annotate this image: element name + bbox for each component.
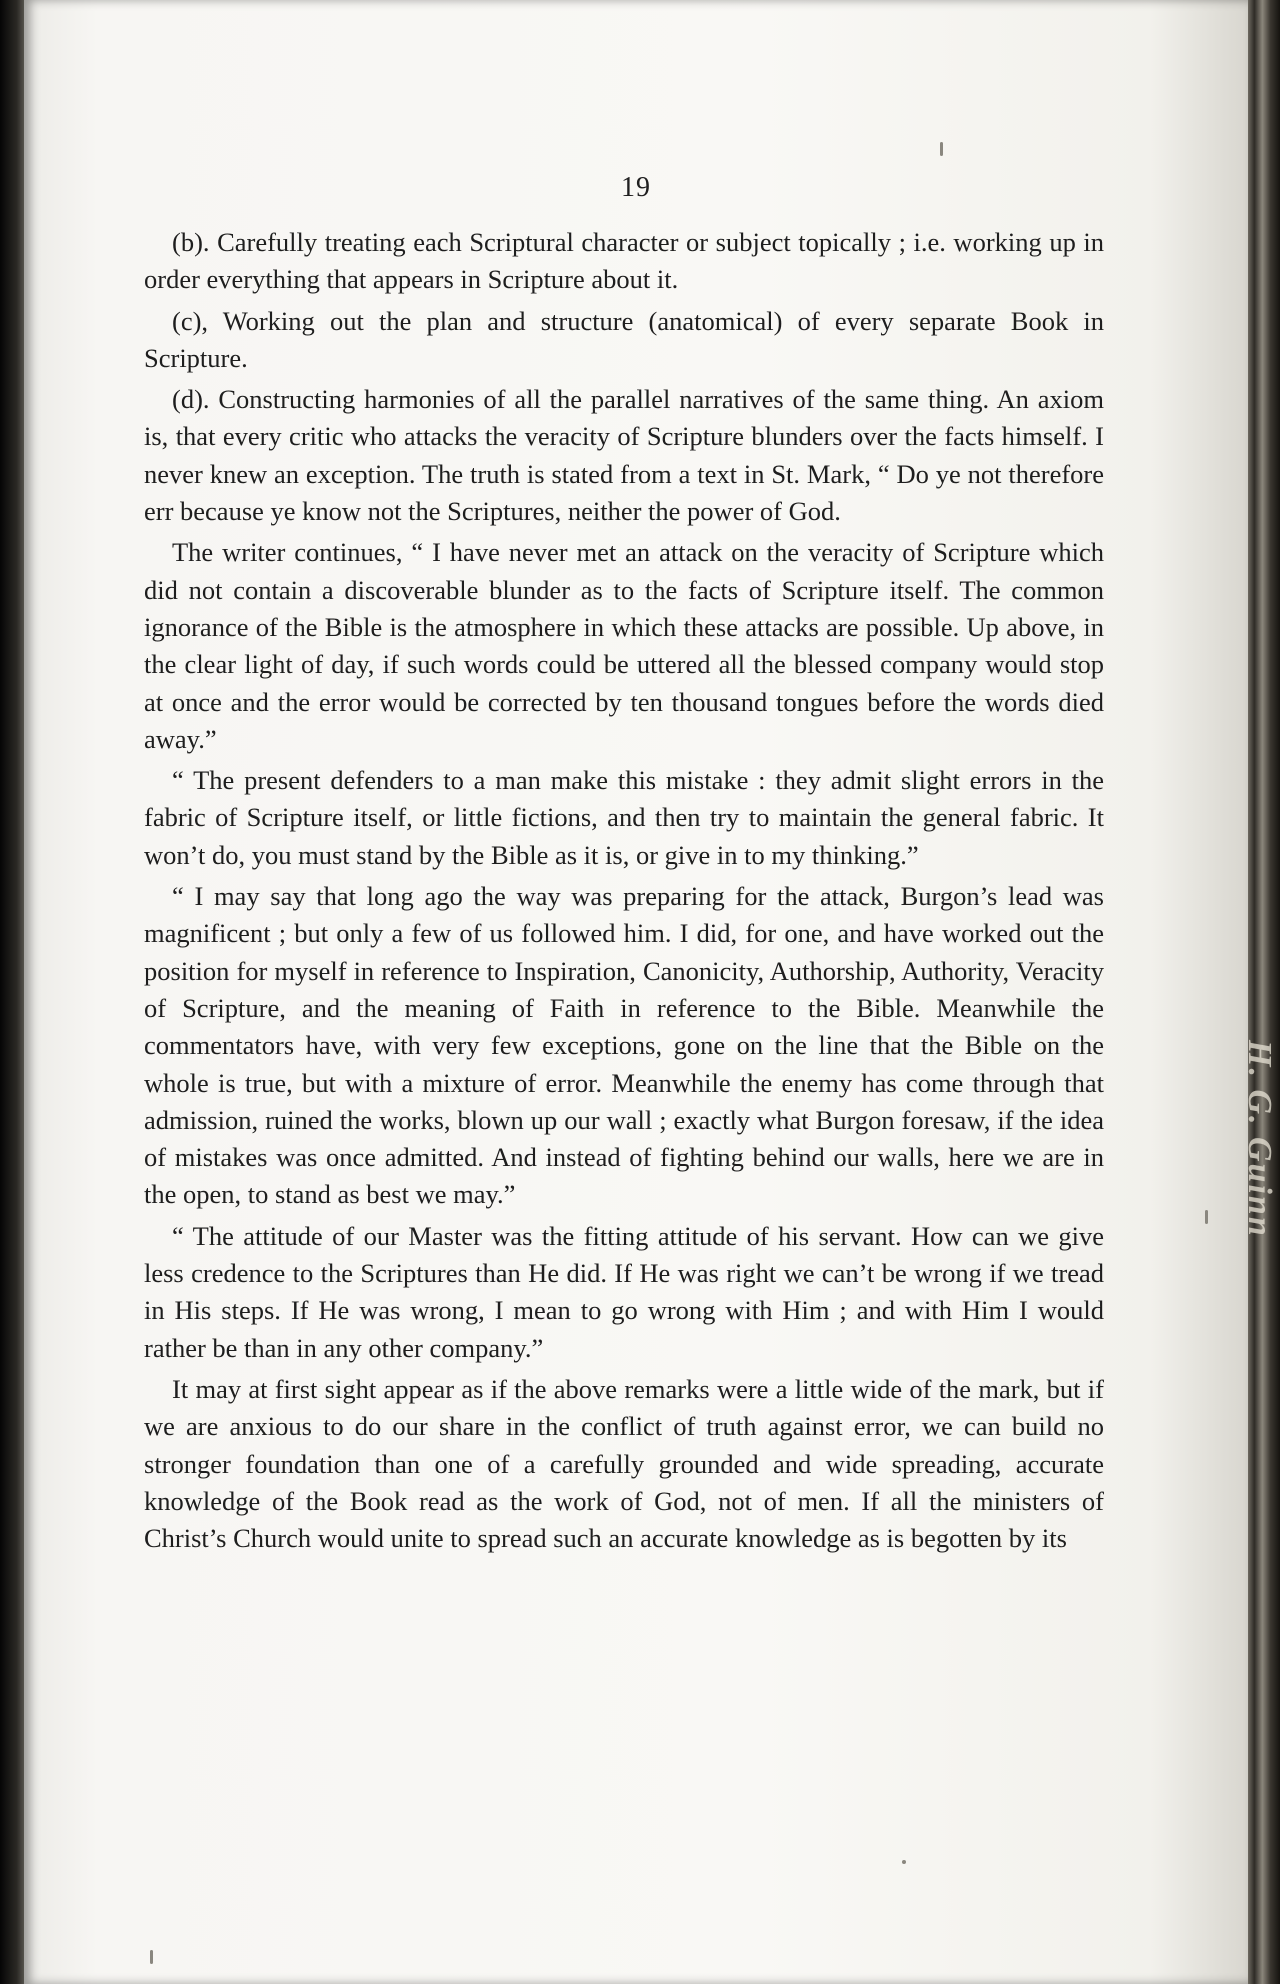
spine-label: H. G. Guinn [1241, 1040, 1278, 1238]
paragraph: The writer continues, “ I have never met an attack on the veracity of Scripture which did not contain a discoverable blunder as to the facts of Scripture itself. The common ignorance of the Bible is the atmosphere in which these attacks are possible. Up above, in the clear light of day, if such words could be uttered all the blessed company would stop at once and the error would be corrected by ten thousand tongues before the words died away.” [144, 537, 1104, 754]
paragraph: (b). Carefully treating each Scriptural character or subject topically ; i.e. working up in order everything that appears in Scripture about it. [144, 227, 1104, 295]
speck-mark [902, 1860, 906, 1864]
paragraph: (d). Constructing harmonies of all the parallel narratives of the same thing. An axiom is, that every critic who attacks the veracity of Scripture blunders over the facts himself. I never knew an exception. The truth is stated from a text in St. Mark, “ Do ye not therefore err because ye know not the Scriptures, neither the power of God. [144, 384, 1104, 527]
paragraph: “ The attitude of our Master was the fitting attitude of his servant. How can we give less credence to the Scriptures than He did. If He was right we can’t be wrong if we tread in His steps. If He was wrong, I mean to go wrong with Him ; and with Him I would rather be than in any other company.” [144, 1220, 1104, 1363]
speck-mark [1205, 1210, 1208, 1224]
page-number: 19 [621, 172, 651, 203]
body-text [144, 224, 1104, 1561]
paragraph: (c), Working out the plan and structure (anatomical) of every separate Book in Scripture. [144, 305, 1104, 373]
speck-mark [150, 1950, 153, 1964]
paragraph: “ The present defenders to a man make this mistake : they admit slight errors in the fabric of Scripture itself, or little fictions, and then try to maintain the general fabric. It won’t do, you must stand by the Bible as it is, or give in to my thinking.” [144, 765, 1104, 870]
paragraph: “ I may say that long ago the way was preparing for the attack, Burgon’s lead was magnificent ; but only a few of us followed him. I did, for one, and have worked out the position for myself in reference to Inspiration, Canonicity, Authorship, Authority, Veracity of Scripture, and the meaning of Faith in reference to the Bible. Meanwhile the commentators have, with very few exceptions, gone on the line that the Bible on the whole is true, but with a mixture of error. Meanwhile the enemy has come through that admission, ruined the works, blown up our wall ; exactly what Burgon foresaw, if the idea of mistakes was once admitted. And instead of fighting behind our walls, here we are in the open, to stand as best we may.” [144, 881, 1104, 1210]
book-page [24, 0, 1248, 1984]
paragraph: It may at first sight appear as if the above remarks were a little wide of the mark, but if we are anxious to do our share in the conflict of truth against error, we can build no stronger foundation than one of a carefully grounded and wide spreading, accurate knowledge of the Book read as the work of God, not of men. If all the ministers of Christ’s Church would unite to spread such an accurate knowledge as is begotten by its [144, 1373, 1104, 1554]
speck-mark [940, 142, 943, 156]
book-spine [1241, 0, 1280, 1984]
